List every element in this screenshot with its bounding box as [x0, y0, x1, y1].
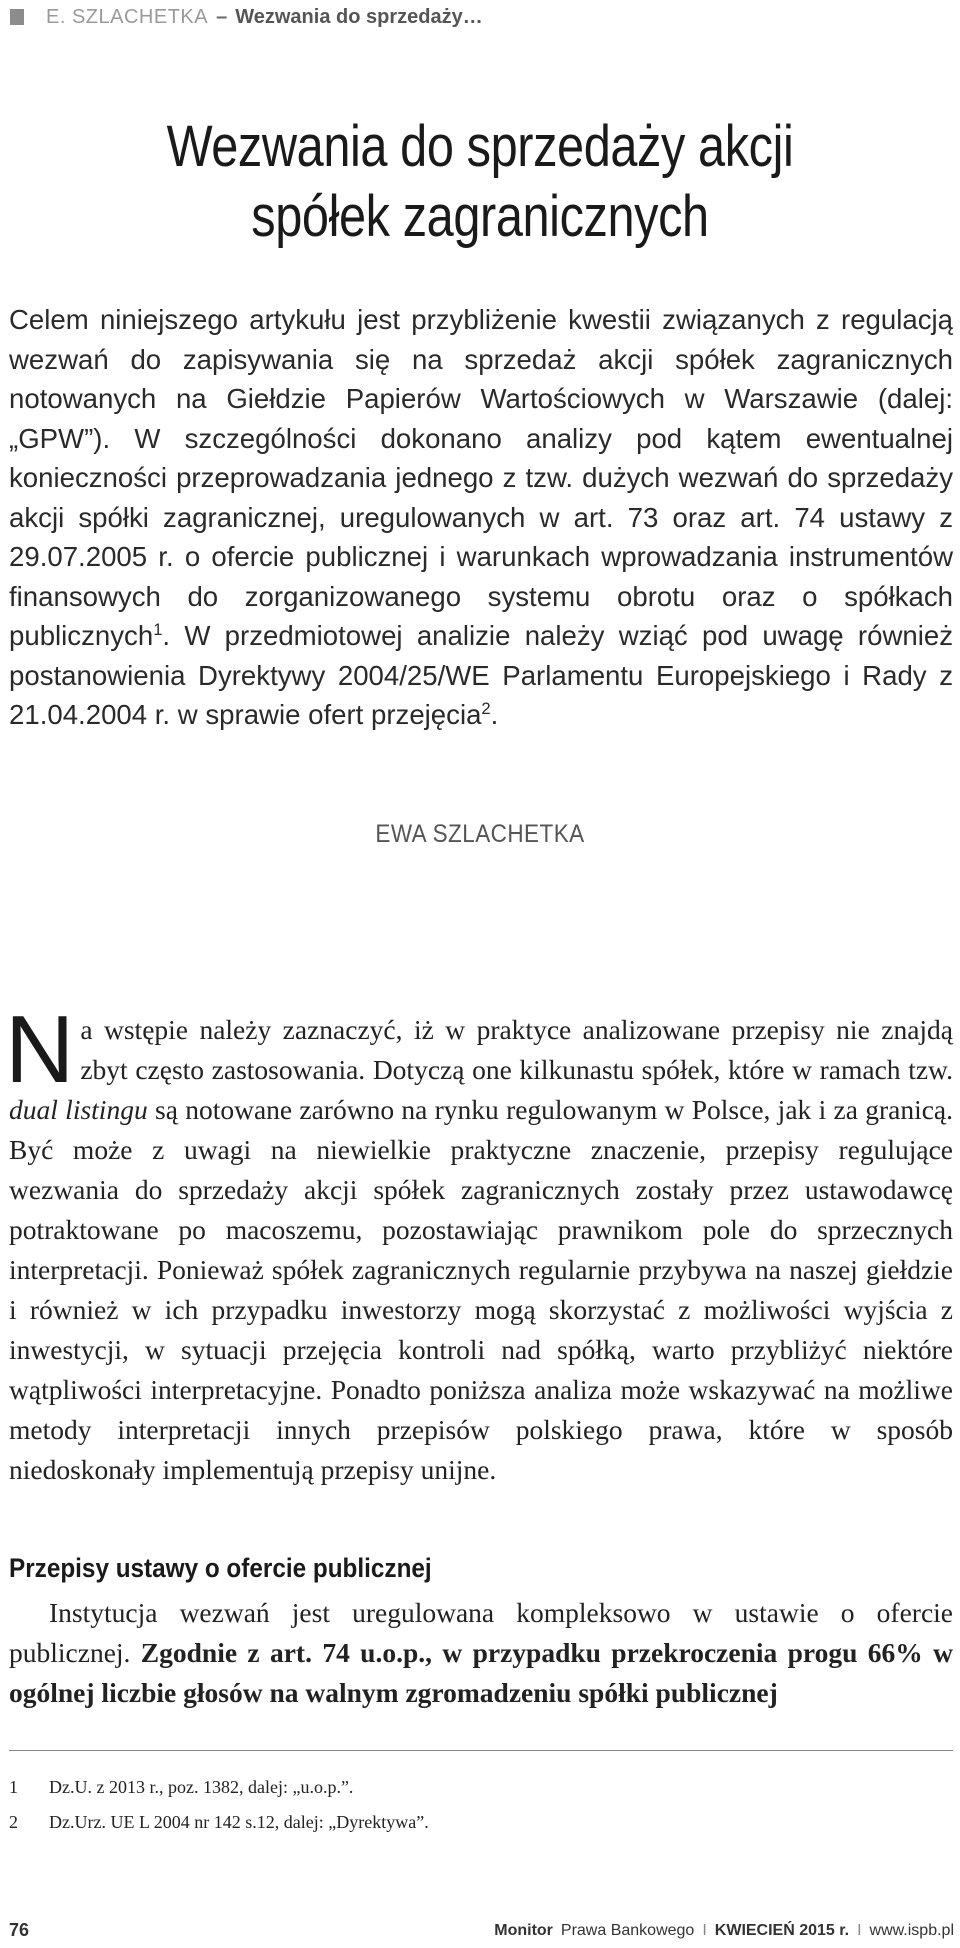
body-italic-term: dual listingu [9, 1094, 148, 1125]
article-title-line2: spółek zagranicznych [251, 184, 709, 249]
article-title [77, 112, 883, 252]
author-byline: EWA SZLACHETKA [375, 820, 585, 848]
body-text-1: a wstępie należy zaznaczyć, iż w praktyce analizowane przepisy nie znajdą zbyt często zastosowania. Dotyczą one kilkunastu spółek, które w ramach tzw. [80, 1014, 953, 1085]
footnote-text: Dz.U. z 2013 r., poz. 1382, dalej: „u.o.p.”. [49, 1777, 354, 1797]
lead-text-3: . [490, 699, 499, 730]
body-paragraph [5, 996, 954, 1490]
footer-separator: I [702, 1921, 707, 1939]
running-head-title: Wezwania do sprzedaży… [235, 5, 483, 28]
lead-text-1: Celem niniejszego artykułu jest przybliżenie kwestii związanych z regulacją wezwań do zapisywania się na sprzedaż akcji spółek zagranicznych notowanych na Giełdzie Papierów Wartościowych w Warszawie (dalej: „GPW”). W szczególności dokonano analizy pod kątem ewentualnej konieczności przeprowadzania jednego z tzw. dużych wezwań do sprzedaży akcji spółki zagranicznej, uregulowanych w art. 73 oraz art. 74 ustawy z 29.07.2005 r. o ofercie publicznej i warunkach wprowadzania instrumentów finansowych do zorganizowanego systemu obrotu oraz o spółkach publicznych [9, 304, 953, 651]
lead-text-2: . W przedmiotowej analizie należy wziąć pod uwagę również postanowienia Dyrektywy 2004/25/WE Parlamentu Europejskiego i Rady z 21.04.2004 r. w sprawie ofert przejęcia [9, 620, 953, 730]
section-bold-text: Zgodnie z art. 74 u.o.p., w przypadku przekroczenia progu 66% w ogólnej liczbie głosów na walnym zgromadzeniu spółki publicznej [9, 1637, 953, 1708]
journal-name: Prawa Bankowego [560, 1921, 695, 1939]
drop-cap: N [5, 996, 75, 1103]
journal-name-bold: Monitor [494, 1921, 553, 1939]
footnotes [9, 1770, 429, 1840]
footnote [9, 1770, 429, 1805]
footnote-number: 2 [9, 1812, 18, 1832]
footnote-ref-2: 2 [481, 698, 491, 718]
footnote-text: Dz.Urz. UE L 2004 nr 142 s.12, dalej: „Dyrektywa”. [49, 1812, 429, 1832]
running-head-author: E. SZLACHETKA [46, 5, 209, 28]
section-marker [10, 9, 24, 25]
footnote-number: 1 [9, 1777, 18, 1797]
website-link[interactable]: www.ispb.pl [869, 1921, 954, 1939]
footnote [9, 1805, 429, 1840]
footnote-ref-1: 1 [153, 619, 163, 639]
page-number: 76 [9, 1920, 30, 1940]
body-text-2: są notowane zarówno na rynku regulowanym w Polsce, jak i za granicą. Być może z uwagi na niewielkie praktyczne znaczenie, przepisy regulujące wezwania do sprzedaży akcji spółek zagranicznych zostały przez ustawodawcę potraktowane po macoszemu, pozostawiając prawnikom pole do sprzecznych interpretacji. Ponieważ spółek zagranicznych regularnie przybywa na naszej giełdzie i również w ich przypadku inwestorzy mogą skorzystać z możliwości wyjścia z inwestycji, w sytuacji przejęcia kontroli nad spółką, warto przybliżyć niektóre wątpliwości interpretacyjne. Ponadto poniższa analiza może wskazywać na możliwe metody interpretacji innych przepisów polskiego prawa, które w sposób niedoskonały implementują przepisy unijne. [9, 1094, 954, 1485]
section-text: Instytucja wezwań jest uregulowana kompleksowo w ustawie o ofercie publicznej. [9, 1597, 953, 1668]
section-heading: Przepisy ustawy o ofercie publicznej [9, 1553, 432, 1583]
issue-date: KWIECIEŃ 2015 r. [714, 1921, 850, 1939]
running-head [10, 6, 483, 28]
footer-journal-info [494, 1922, 954, 1940]
lead-paragraph [9, 300, 953, 735]
page-footer [9, 1920, 954, 1941]
section-paragraph [9, 1593, 953, 1713]
running-head-separator: – [216, 5, 228, 28]
article-title-line1: Wezwania do sprzedaży akcji [166, 114, 794, 179]
footnote-divider [9, 1750, 953, 1751]
footer-separator: I [857, 1921, 862, 1939]
